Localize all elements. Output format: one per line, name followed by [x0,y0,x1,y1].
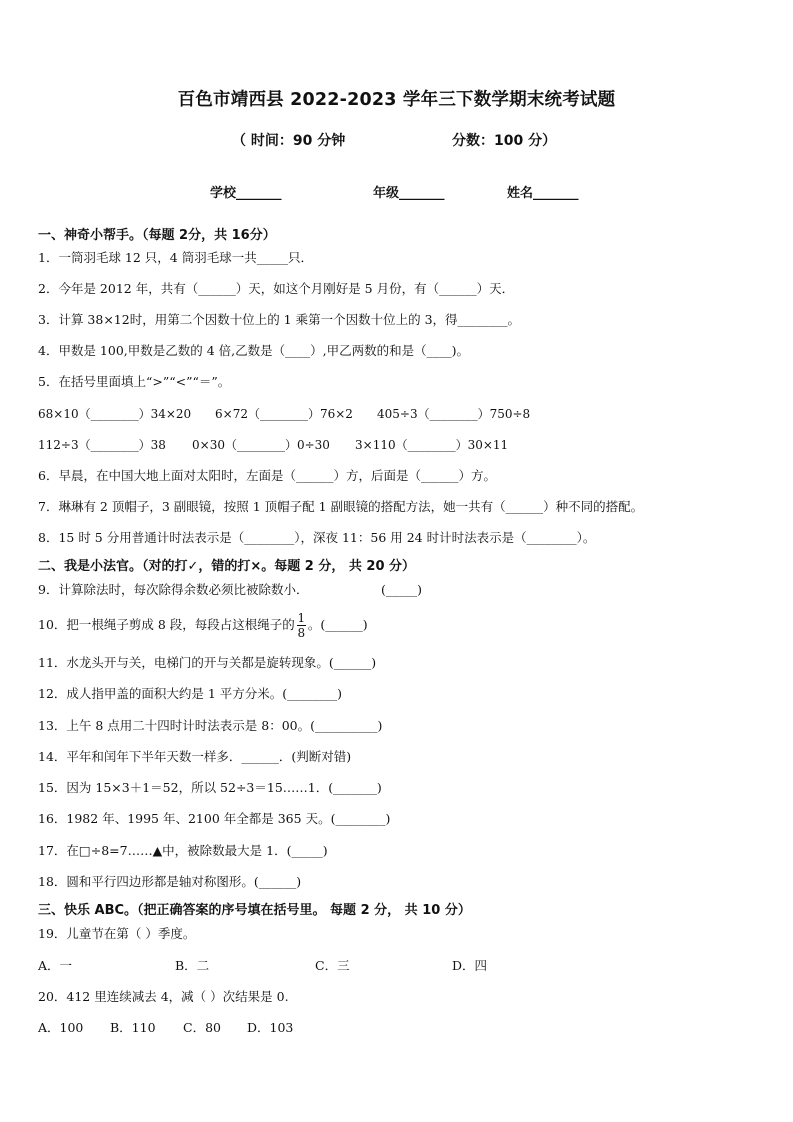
question-9: 9．计算除法时，每次除得余数必须比被除数小． [38,582,309,597]
fraction-numerator: 1 [297,611,306,625]
question-1: 1．一筒羽毛球 12 只，4 筒羽毛球一共_____只． [38,250,313,265]
question-12: 12．成人指甲盖的面积大约是 1 平方分米。(________) [38,686,343,701]
question-11: 11．水龙头开与关，电梯门的开与关都是旋转现象。(______) [38,655,377,670]
question-9-blank: (_____) [381,582,423,597]
q5-row1-item: 405÷3（________）750÷8 [377,407,531,421]
question-2: 2．今年是 2012 年，共有（______）天，如这个月刚好是 5 月份，有（______）天． [38,281,515,296]
page-title: 百色市靖西县 2022-2023 学年三下数学期末统考试题 [177,90,616,110]
question-10 [38,612,368,639]
question-15: 15．因为 15×3＋1＝52，所以 52÷3＝15……1．(_______) [38,780,382,795]
grade-field: 年级_______ [373,186,445,201]
question-17: 17．在□÷8=7……▲中，被除数最大是 1．(_____) [38,843,328,858]
question-14: 14．平年和闰年下半年天数一样多．______．(判断对错) [38,749,352,764]
question-7: 7．琳琳有 2 顶帽子，3 副眼镜，按照 1 顶帽子配 1 副眼镜的搭配方法，她一共有（______）种不同的搭配。 [38,499,644,514]
time-info: （ 时间：90 分钟 [232,133,346,149]
q20-option-c: C．80 [183,1020,221,1035]
q20-option-a: A．100 [38,1020,84,1035]
question-16: 16．1982 年、1995 年、2100 年全都是 365 天。(________) [38,811,391,826]
section-2-heading: 二、我是小法官。（对的打✓，错的打×。每题 2 分， 共 20 分） [38,559,416,574]
section-3-heading: 三、快乐 ABC。（把正确答案的序号填在括号里。 每题 2 分， 共 10 分） [38,903,471,918]
name-field: 姓名_______ [507,186,579,201]
school-field: 学校_______ [210,186,282,201]
q5-row2-item: 0×30（________）0÷30 [192,438,330,452]
q5-row1-item: 68×10（________）34×20 [38,407,192,421]
question-4: 4．甲数是 100,甲数是乙数的 4 倍,乙数是（____）,甲乙两数的和是（____)。 [38,343,469,358]
fraction-denominator: 8 [297,626,306,640]
question-3: 3．计算 38×12时，用第二个因数十位上的 1 乘第一个因数十位上的 3，得________。 [38,312,521,327]
question-13: 13．上午 8 点用二十四时计时法表示是 8：00。(__________) [38,718,383,733]
question-20: 20．412 里连续减去 4，减（ ）次结果是 0. [38,989,289,1004]
q5-row1-item: 6×72（________）76×2 [215,407,353,421]
score-info: 分数：100 分） [452,133,557,149]
q19-option-d: D．四 [452,958,488,973]
section-1-heading: 一、神奇小帮手。（每题 2分，共 16分） [38,228,276,243]
q19-option-a: A．一 [38,958,73,973]
question-8: 8．15 时 5 分用普通计时法表示是（________），深夜 11：56 用 24 时计时法表示是（________）。 [38,530,596,545]
question-19: 19．儿童节在第（ ）季度。 [38,926,196,941]
q19-option-b: B．二 [175,958,210,973]
q19-option-c: C．三 [315,958,350,973]
q20-option-d: D．103 [247,1020,294,1035]
question-10-text: 10．把一根绳子剪成 8 段，每段占这根绳子的 [38,617,295,632]
question-6: 6．早晨，在中国大地上面对太阳时，左面是（______）方，后面是（______）方。 [38,468,496,483]
q20-option-b: B．110 [110,1020,156,1035]
q5-row2-item: 112÷3（________）38 [38,438,166,452]
question-18: 18．圆和平行四边形都是轴对称图形。(______) [38,874,302,889]
fraction-one-eighth [297,612,306,639]
q5-row2-item: 3×110（________）30×11 [355,438,509,452]
question-10-blank: 。(______) [307,617,368,632]
question-5: 5．在括号里面填上“>”“<”“＝”。 [38,374,231,389]
